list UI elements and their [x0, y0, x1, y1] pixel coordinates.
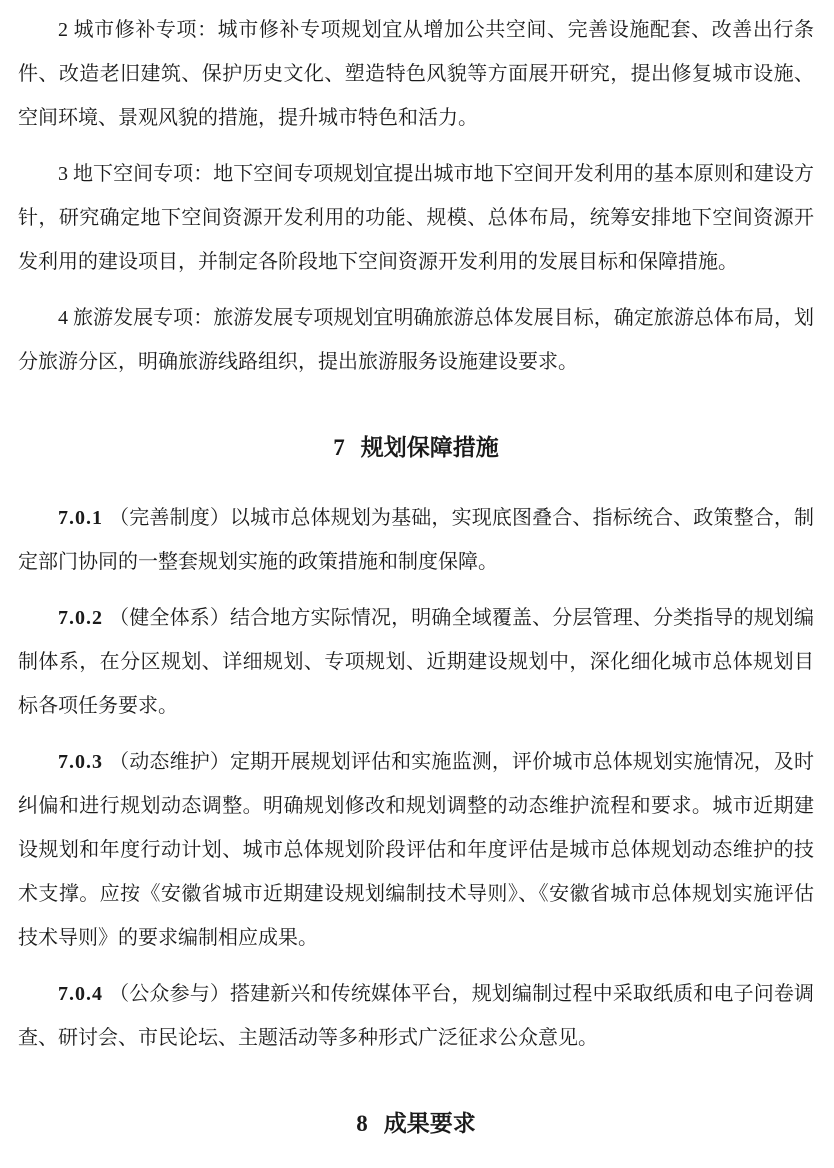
chapter-7-title: 规划保障措施: [360, 435, 499, 460]
chapter-7-heading: [18, 426, 814, 470]
paragraph-urban-repair-special: 2 城市修补专项：城市修补专项规划宜从增加公共空间、完善设施配套、改善出行条件、改造老旧建筑、保护历史文化、塑造特色风貌等方面展开研究，提出修复城市设施、空间环境、景观风貌的措施，提升城市特色和活力。: [18, 19, 814, 129]
chapter-8-heading: [18, 1102, 814, 1146]
chapter-8-number: 8: [356, 1111, 368, 1136]
chapter-8-title: 成果要求: [383, 1111, 476, 1136]
paragraph-tourism-development-special: 4 旅游发展专项：旅游发展专项规划宜明确旅游总体发展目标，确定旅游总体布局，划分旅游分区，明确旅游线路组织，提出旅游服务设施建设要求。: [18, 307, 814, 373]
clause-7-0-2: [18, 596, 814, 728]
clause-7-0-3: [18, 740, 814, 960]
clause-7-0-4: [18, 972, 814, 1060]
clause-7-0-3-text: （动态维护）定期开展规划评估和实施监测，评价城市总体规划实施情况，及时纠偏和进行规划动态调整。明确规划修改和规划调整的动态维护流程和要求。城市近期建设规划和年度行动计划、城市总体规划阶段评估和年度评估是城市总体规划动态维护的技术支撑。应按《安徽省城市近期建设规划编制技术导则》、《安徽省城市总体规划实施评估技术导则》的要求编制相应成果。: [18, 751, 814, 949]
clause-7-0-4-number: 7.0.4: [58, 983, 103, 1005]
clause-7-0-2-number: 7.0.2: [58, 607, 103, 629]
clause-7-0-1-text: （完善制度）以城市总体规划为基础，实现底图叠合、指标统合、政策整合，制定部门协同的一整套规划实施的政策措施和制度保障。: [18, 507, 814, 573]
clause-7-0-1: [18, 496, 814, 584]
clause-7-0-3-number: 7.0.3: [58, 751, 103, 773]
clause-7-0-4-text: （公众参与）搭建新兴和传统媒体平台，规划编制过程中采取纸质和电子问卷调查、研讨会、市民论坛、主题活动等多种形式广泛征求公众意见。: [18, 983, 814, 1049]
clause-7-0-2-text: （健全体系）结合地方实际情况，明确全域覆盖、分层管理、分类指导的规划编制体系，在分区规划、详细规划、专项规划、近期建设规划中，深化细化城市总体规划目标各项任务要求。: [18, 607, 814, 717]
chapter-7-number: 7: [333, 435, 345, 460]
paragraph-underground-space-special: 3 地下空间专项：地下空间专项规划宜提出城市地下空间开发利用的基本原则和建设方针，研究确定地下空间资源开发利用的功能、规模、总体布局，统筹安排地下空间资源开发利用的建设项目，并制定各阶段地下空间资源开发利用的发展目标和保障措施。: [18, 163, 814, 273]
clause-7-0-1-number: 7.0.1: [58, 507, 103, 529]
